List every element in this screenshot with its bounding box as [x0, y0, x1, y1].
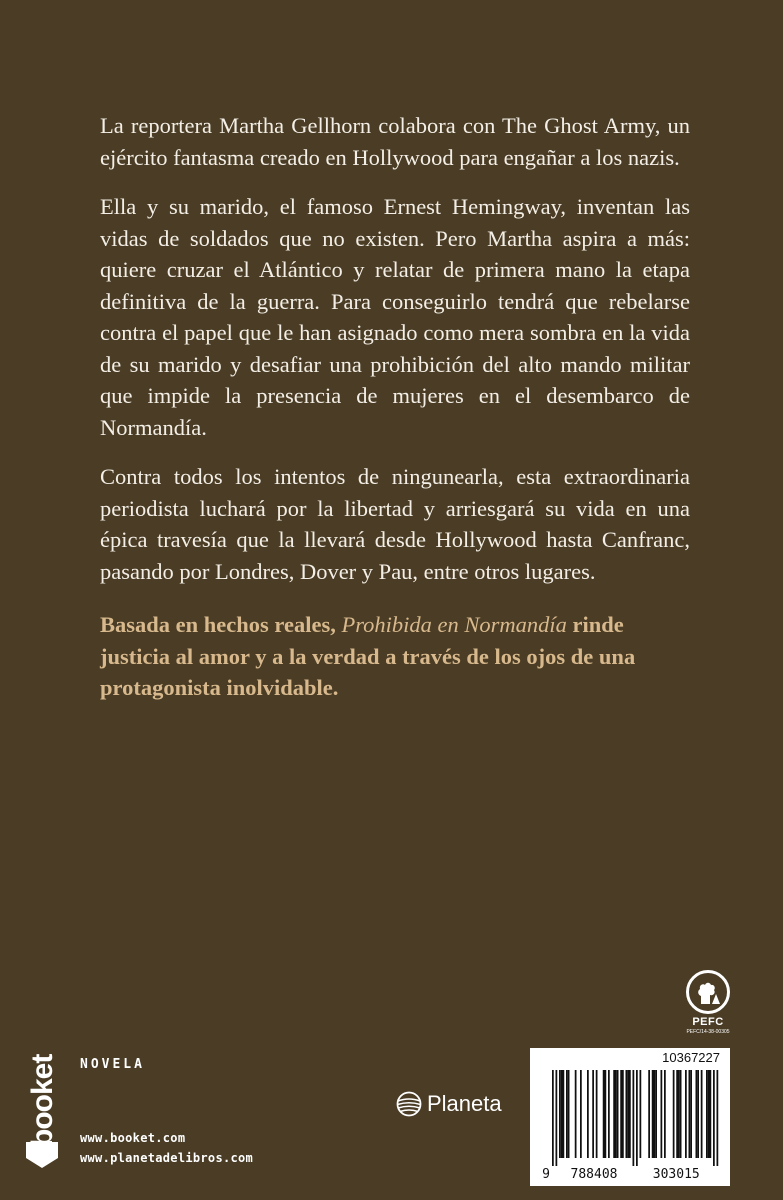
- barcode-bar: [652, 1070, 654, 1158]
- barcode-bar: [661, 1070, 663, 1158]
- blurb-paragraph-3: Contra todos los intentos de ningunearla, esta extraordinaria periodista luchará por la libertad y arriesgará su vida en una épica travesía que la llevará desde Hollywood hasta Canfranc, pasando por Londres, Dover y Pau, entre otros lugares.: [100, 464, 690, 584]
- barcode-bar: [613, 1070, 615, 1158]
- barcode-bar: [566, 1070, 568, 1158]
- pefc-tree-icon: [686, 970, 730, 1014]
- barcode-bar: [629, 1070, 631, 1158]
- blurb-paragraph-2: Ella y su marido, el famoso Ernest Hemingway, inventan las vidas de soldados que no existen. Pero Martha aspira a más: quiere cruzar el Atlántico y relatar de primera mano la etapa definitiva de la guerra. Para conseguirlo tendrá que rebelarse contra el papel que le han asignado como mera sombra en la vida de su marido y desafiar una prohibición del alto mando militar que impide la presencia de mujeres en el desembarco de Normandía.: [100, 194, 690, 440]
- booket-logo: [20, 1050, 64, 1170]
- barcode-bar: [575, 1070, 577, 1158]
- barcode-bar: [710, 1070, 712, 1158]
- barcode-bar: [568, 1070, 570, 1158]
- barcode-bar: [696, 1070, 698, 1158]
- barcode-bar: [636, 1070, 638, 1166]
- barcode-bar: [592, 1070, 594, 1158]
- barcode-bar: [664, 1070, 666, 1158]
- barcode-bar: [620, 1070, 622, 1158]
- booket-wordmark: booket: [26, 1054, 59, 1147]
- barcode-bar: [608, 1070, 610, 1158]
- barcode-digits: 788408: [570, 1167, 618, 1182]
- barcode-bar: [690, 1070, 692, 1158]
- barcode-bar: [561, 1070, 563, 1158]
- planeta-globe-icon: [396, 1091, 422, 1117]
- highlight-intro: Basada en hechos reales,: [100, 612, 342, 637]
- barcode-bar: [640, 1070, 642, 1158]
- planetadelibros-url-link[interactable]: www.planetadelibros.com: [80, 1151, 254, 1165]
- barcode-bar: [685, 1070, 687, 1158]
- barcode-bar: [627, 1070, 629, 1158]
- barcode-bar: [673, 1070, 675, 1158]
- barcode-bar: [689, 1070, 691, 1158]
- barcode-bar: [701, 1070, 703, 1158]
- publisher-urls: [80, 1128, 253, 1168]
- barcode-bar: [697, 1070, 699, 1158]
- barcode-bar: [556, 1070, 558, 1166]
- barcode-bars: [536, 1070, 724, 1182]
- blurb-paragraph-1: La reportera Martha Gellhorn colabora con The Ghost Army, un ejército fantasma creado en Hollywood para engañar a los nazis.: [100, 113, 690, 170]
- barcode-bar: [626, 1070, 628, 1158]
- barcode-reference: 10367227: [662, 1050, 720, 1065]
- barcode-digits: 303015: [652, 1167, 700, 1182]
- pefc-label: PEFC: [692, 1016, 724, 1028]
- isbn-barcode: [530, 1048, 730, 1186]
- back-cover-blurb: [100, 110, 690, 722]
- barcode-bar: [617, 1070, 619, 1158]
- barcode-bar: [676, 1070, 678, 1158]
- planeta-wordmark: Planeta: [427, 1091, 502, 1116]
- pefc-certification: [684, 970, 732, 1035]
- barcode-bar: [655, 1070, 657, 1158]
- barcode-bar: [678, 1070, 680, 1158]
- blurb-highlight: [100, 609, 690, 704]
- barcode-digits: 9: [542, 1167, 550, 1182]
- highlight-outro: rinde justicia al amor y a la verdad a través de los ojos de una protagonista inolvidable.: [100, 612, 636, 700]
- barcode-bar: [559, 1070, 561, 1158]
- barcode-bar: [615, 1070, 617, 1158]
- booket-url-link[interactable]: www.booket.com: [80, 1131, 186, 1145]
- barcode-bar: [580, 1070, 582, 1158]
- barcode-bar: [605, 1070, 607, 1158]
- barcode-bar: [654, 1070, 656, 1158]
- barcode-bar: [680, 1070, 682, 1158]
- barcode-bar: [708, 1070, 710, 1158]
- planeta-logo: [396, 1090, 502, 1118]
- barcode-bar: [633, 1070, 635, 1166]
- book-title: Prohibida en Normandía: [341, 612, 567, 637]
- barcode-bar: [587, 1070, 589, 1158]
- barcode-bar: [603, 1070, 605, 1158]
- barcode-bar: [552, 1070, 554, 1166]
- barcode-bar: [648, 1070, 650, 1158]
- barcode-bar: [622, 1070, 624, 1158]
- barcode-bar: [596, 1070, 598, 1158]
- barcode-bar: [706, 1070, 708, 1158]
- pefc-code: PEFC/14-38-00305: [686, 1029, 730, 1035]
- barcode-bar: [563, 1070, 565, 1158]
- barcode-bar: [717, 1070, 719, 1166]
- barcode-bar: [713, 1070, 715, 1166]
- collection-label: NOVELA: [80, 1057, 145, 1072]
